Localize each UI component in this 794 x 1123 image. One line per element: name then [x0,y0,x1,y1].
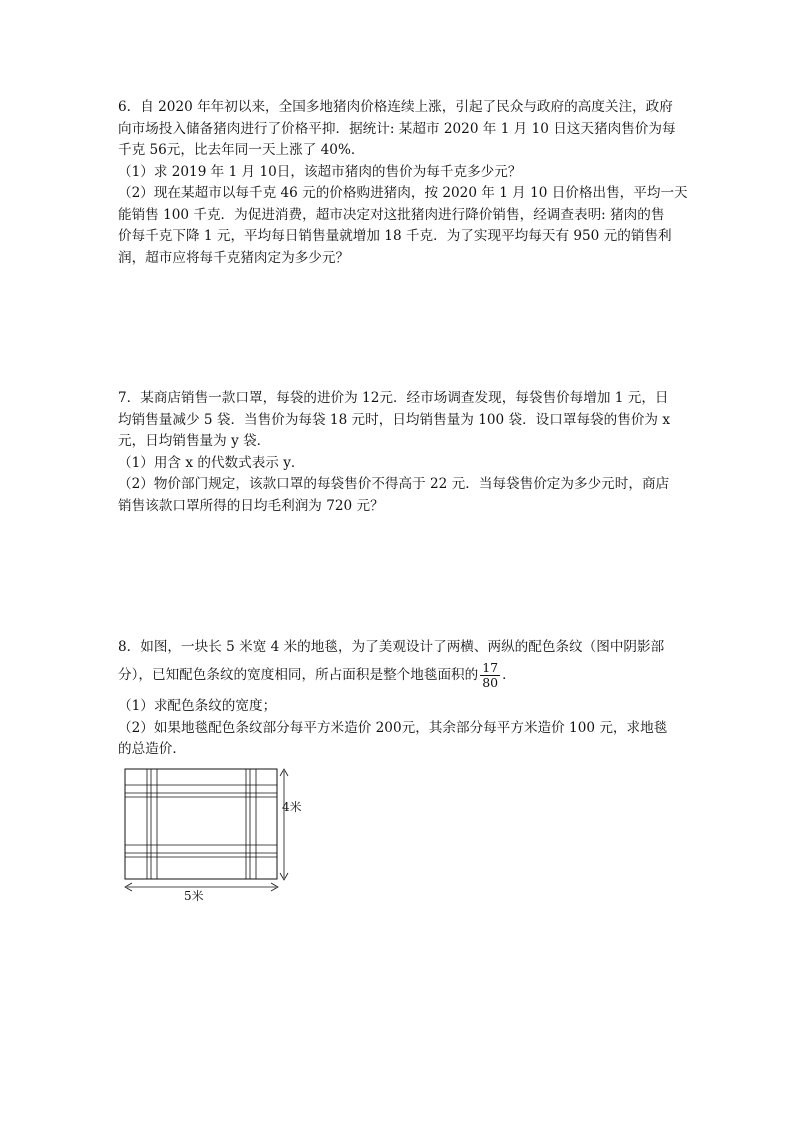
width-label: 5米 [184,889,204,903]
question-6 [118,97,688,269]
q6-line: 千克 56元，比去年同一天上涨了 40%． [118,142,365,158]
q8-line: 的总造价． [118,741,186,757]
q7-part-1: （1）用含 x 的代数式表示 y． [118,454,305,471]
question-7 [118,388,684,517]
area-fraction [480,661,500,690]
carpet-figure [118,766,318,906]
q7-line: 7．某商店销售一款口罩，每袋的进价为 12元．经市场调查发现，每袋售价每增加 1 元，日 [118,390,669,406]
q7-line: 销售该款口罩所得的日均毛利润为 720 元？ [118,497,384,514]
q8-part-2: （2）如果地毯配色条纹部分每平方米造价 200元，其余部分每平方米造价 100 元，求地毯 [118,719,668,736]
carpet-diagram [118,766,318,906]
q6-line: 价每千克下降 1 元，平均每日销售量就增加 18 千克．为了实现平均每天有 950 元的销售利 [118,228,672,244]
q8-line-end: ． [502,667,516,683]
q8-part-1: （1）求配色条纹的宽度； [118,698,277,714]
question-8 [118,634,684,761]
q6-line: 向市场投入储备猪肉进行了价格平抑．据统计: 某超市 2020 年 1 月 10 日这天猪肉售价为每 [118,120,676,137]
q7-part-2: （2）物价部门规定，该款口罩的每袋售价不得高于 22 元．当每袋售价定为多少元时，商店 [118,476,670,492]
q8-line: 分），已知配色条纹的宽度相同，所占面积是整个地毯面积的 [118,667,479,683]
q6-line: 润，超市应将每千克猪肉定为多少元？ [118,249,350,266]
q6-part-1: （1）求 2019 年 1 月 10日，该超市猪肉的售价为每千克多少元？ [118,163,522,180]
q8-line: 8．如图，一块长 5 米宽 4 米的地毯，为了美观设计了两横、两纵的配色条纹（图中阴影部 [118,639,665,655]
fraction-denominator: 80 [482,674,499,690]
q6-line: 能销售 100 千克．为促进消费，超市决定对这批猪肉进行降价销售，经调查表明: 猪肉的售 [118,206,665,223]
fraction-numerator: 17 [482,659,499,675]
q6-line: 6．自 2020 年年初以来，全国多地猪肉价格连续上涨，引起了民众与政府的高度关注，政府 [118,99,673,115]
q7-line: 均销售量减少 5 袋．当售价为每袋 18 元时，日均销售量为 100 袋．设口罩每袋的售价为 x [118,411,670,428]
q7-line: 元，日均销售量为 y 袋． [118,433,271,449]
q6-part-2: （2）现在某超市以每千克 46 元的价格购进猪肉，按 2020 年 1 月 10 日价格出售，平均一天 [118,185,688,201]
height-label: 4米 [282,800,302,814]
q8-fraction-line [118,660,684,690]
carpet-outline [125,769,277,879]
